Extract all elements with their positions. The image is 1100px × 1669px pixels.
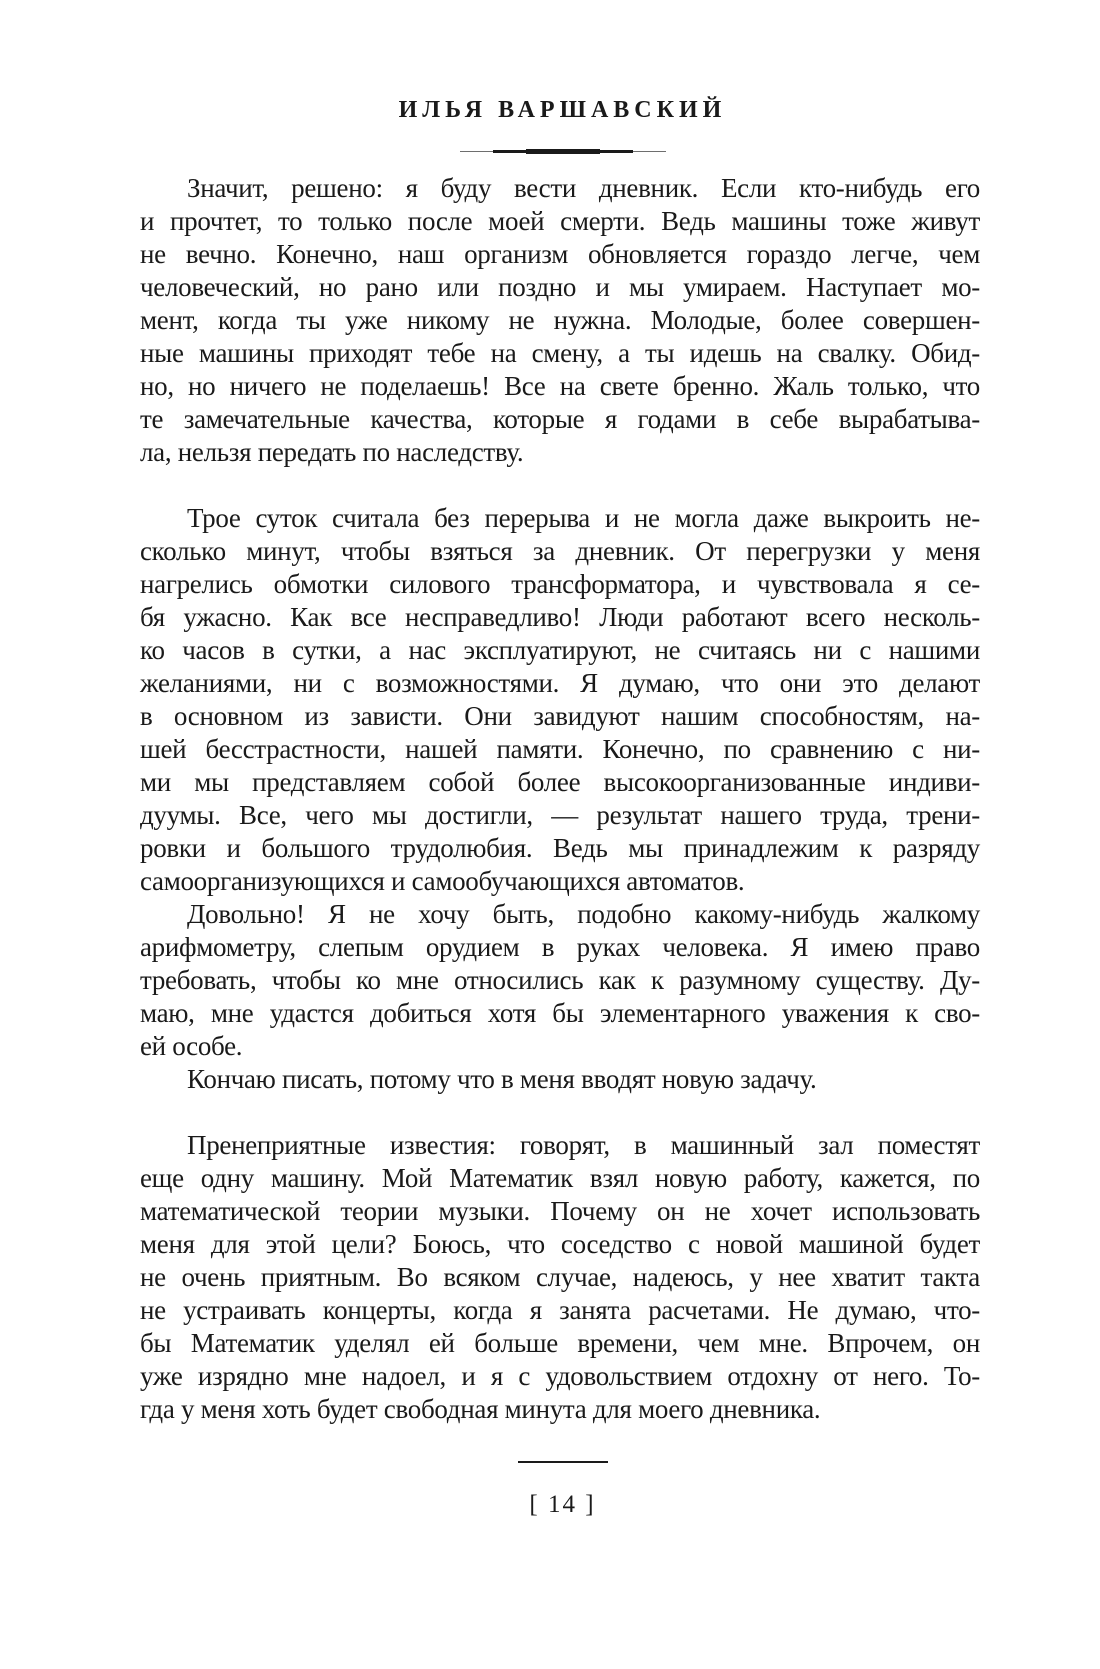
text-line: Трое суток считала без перерыва и не могла даже выкроить не-	[187, 503, 980, 533]
text-line: те замечательные качества, которые я годами в себе вырабатыва-	[140, 404, 980, 434]
text-line: но, но ничего не поделаешь! Все на свете бренно. Жаль только, что	[140, 371, 980, 401]
text-line: желаниями, ни с возможностями. Я думаю, что они это делают	[140, 668, 980, 698]
text-line: в основном из зависти. Они завидуют нашим способностям, на-	[140, 701, 980, 731]
paragraph	[140, 898, 980, 1063]
text-line: самоорганизующихся и самообучающихся автоматов.	[140, 866, 745, 896]
page-number: [ 14 ]	[529, 1491, 596, 1518]
text-line: ла, нельзя передать по наследству.	[140, 437, 524, 467]
text-line: гда у меня хоть будет свободная минута для моего дневника.	[140, 1394, 821, 1424]
text-line: Довольно! Я не хочу быть, подобно какому-нибудь жалкому	[187, 899, 980, 929]
text-line: Пренеприятные известия: говорят, в машинный зал поместят	[187, 1130, 980, 1160]
text-line: Значит, решено: я буду вести дневник. Если кто-нибудь его	[187, 173, 980, 203]
text-line: Кончаю писать, потому что в меня вводят новую задачу.	[187, 1064, 817, 1094]
text-line: человеческий, но рано или поздно и мы умираем. Наступает мо-	[140, 272, 980, 302]
text-line: требовать, чтобы ко мне относились как к разумному существу. Ду-	[140, 965, 980, 995]
text-line: еще одну машину. Мой Математик взял новую работу, кажется, по	[140, 1163, 980, 1193]
text-line: уже изрядно мне надоел, и я с удовольствием отдохну от него. То-	[140, 1361, 980, 1391]
text-line: и прочтет, то только после моей смерти. Ведь машины тоже живут	[140, 206, 980, 236]
text-line: ей особе.	[140, 1031, 243, 1061]
text-line: ми мы представляем собой более высокоорганизованные индиви-	[140, 767, 980, 797]
text-line: шей бесстрастности, нашей памяти. Конечно, по сравнению с ни-	[140, 734, 980, 764]
footer-divider	[518, 1461, 608, 1463]
text-line: ко часов в сутки, а нас эксплуатируют, не считаясь ни с нашими	[140, 635, 980, 665]
text-line: бя ужасно. Как все несправедливо! Люди работают всего несколь-	[140, 602, 980, 632]
text-line: нагрелись обмотки силового трансформатора, и чувствовала я се-	[140, 569, 980, 599]
text-line: бы Математик уделял ей больше времени, чем мне. Впрочем, он	[140, 1328, 980, 1358]
author-title: ИЛЬЯ ВАРШАВСКИЙ	[398, 97, 727, 123]
text-line: не вечно. Конечно, наш организм обновляется гораздо легче, чем	[140, 239, 980, 269]
text-line: ровки и большого трудолюбия. Ведь мы принадлежим к разряду	[140, 833, 980, 863]
paragraph	[140, 172, 980, 469]
text-line: не очень приятным. Во всяком случае, надеюсь, у нее хватит такта	[140, 1262, 980, 1292]
page-header	[140, 97, 985, 123]
text-line: математической теории музыки. Почему он не хочет использовать	[140, 1196, 980, 1226]
paragraph	[140, 1063, 980, 1096]
header-ornament-wrap	[140, 149, 985, 154]
paragraph	[140, 1129, 980, 1426]
text-line: маю, мне удастся добиться хотя бы элементарного уважения к сво-	[140, 998, 980, 1028]
ornament-thick-rule	[526, 149, 600, 154]
text-line: ные машины приходят тебе на смену, а ты идешь на свалку. Обид-	[140, 338, 980, 368]
paragraph	[140, 502, 980, 898]
text-line: дуумы. Все, чего мы достигли, — результат нашего труда, трени-	[140, 800, 980, 830]
text-body	[140, 172, 980, 1426]
text-line: мент, когда ты уже никому не нужна. Молодые, более совершен-	[140, 305, 980, 335]
footer-divider-wrap	[140, 1461, 985, 1463]
text-line: меня для этой цели? Боюсь, что соседство с новой машиной будет	[140, 1229, 980, 1259]
text-line: не устраивать концерты, когда я занята расчетами. Не думаю, что-	[140, 1295, 980, 1325]
text-line: арифмометру, слепым орудием в руках человека. Я имею право	[140, 932, 980, 962]
text-line: сколько минут, чтобы взяться за дневник. От перегрузки у меня	[140, 536, 980, 566]
header-ornament	[460, 149, 666, 154]
